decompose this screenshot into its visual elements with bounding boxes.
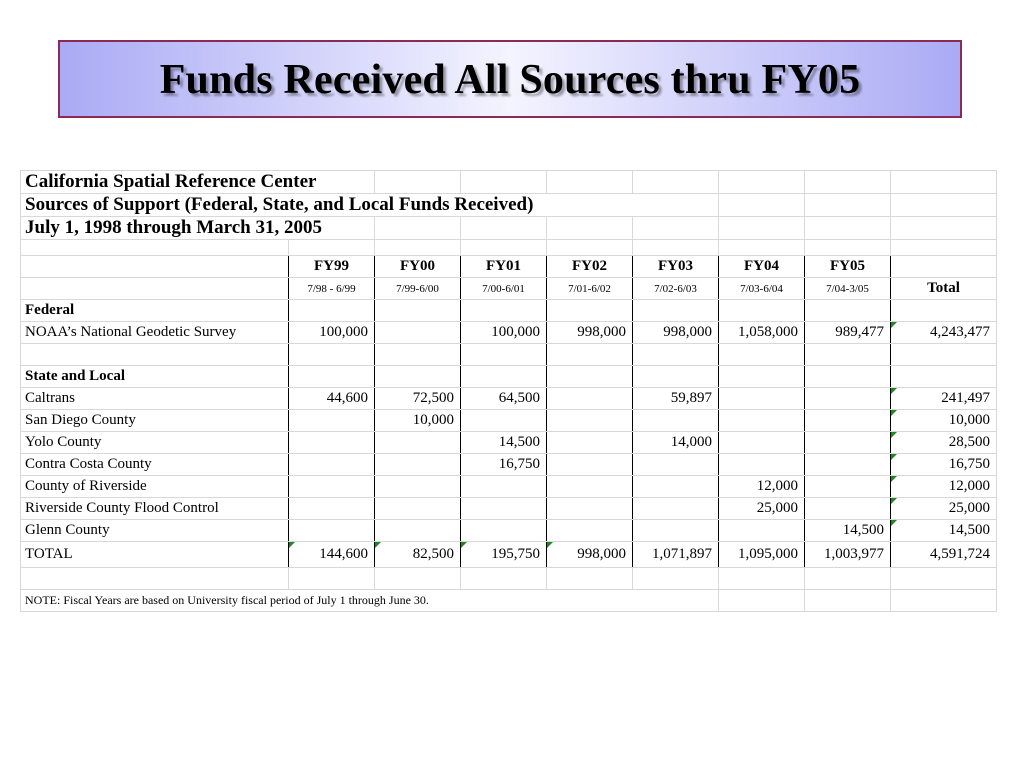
cell-total: 28,500 [891,432,997,454]
row-label: San Diego County [21,410,289,432]
section-label-state-local: State and Local [21,366,289,388]
table-row [21,454,997,476]
cell-value [547,432,633,454]
table-row [21,388,997,410]
cell-value [805,432,891,454]
col-range-fy00: 7/99-6/00 [375,278,461,300]
cell-value [547,520,633,542]
col-header-fy00: FY00 [375,256,461,278]
header-row-1 [21,171,997,194]
totals-row [21,542,997,568]
row-label: Caltrans [21,388,289,410]
totals-label: TOTAL [21,542,289,568]
cell-value [633,520,719,542]
cell-value [805,498,891,520]
cell-value: 998,000 [547,322,633,344]
col-header-fy05: FY05 [805,256,891,278]
cell-value [805,410,891,432]
cell-total-fy02: 998,000 [547,542,633,568]
slide-title-banner [58,40,962,118]
funds-table [20,170,997,612]
cell-value [547,476,633,498]
cell-value [719,388,805,410]
cell-value: 100,000 [461,322,547,344]
col-header-fy01: FY01 [461,256,547,278]
cell-total: 4,243,477 [891,322,997,344]
cell-value: 12,000 [719,476,805,498]
cell-value [289,454,375,476]
spreadsheet [20,170,997,612]
cell-total-fy00: 82,500 [375,542,461,568]
row-label: NOAA’s National Geodetic Survey [21,322,289,344]
cell-total: 16,750 [891,454,997,476]
cell-value [547,410,633,432]
cell-value: 14,500 [805,520,891,542]
sheet-subtitle: Sources of Support (Federal, State, and Local Funds Received) [21,194,719,217]
cell-value: 1,058,000 [719,322,805,344]
section-label-federal: Federal [21,300,289,322]
cell-value [719,454,805,476]
cell-total: 10,000 [891,410,997,432]
row-label: Riverside County Flood Control [21,498,289,520]
cell-value [633,410,719,432]
cell-value [719,432,805,454]
header-row-3 [21,217,997,240]
cell-value [547,388,633,410]
cell-value: 59,897 [633,388,719,410]
cell-total-fy03: 1,071,897 [633,542,719,568]
cell-value: 44,600 [289,388,375,410]
table-row [21,498,997,520]
header-row-2 [21,194,997,217]
range-header-row [21,278,997,300]
slide-title: Funds Received All Sources thru FY05 [159,57,861,103]
note-row [21,590,997,612]
cell-value [375,476,461,498]
col-range-fy01: 7/00-6/01 [461,278,547,300]
cell-value [805,454,891,476]
cell-value [289,498,375,520]
table-row [21,520,997,542]
cell-value [461,476,547,498]
cell-value: 64,500 [461,388,547,410]
blank-row [21,344,997,366]
col-header-fy02: FY02 [547,256,633,278]
col-range-fy02: 7/01-6/02 [547,278,633,300]
cell-value: 998,000 [633,322,719,344]
cell-value [461,520,547,542]
col-range-fy99: 7/98 - 6/99 [289,278,375,300]
row-label: County of Riverside [21,476,289,498]
cell-value [547,498,633,520]
col-header-fy03: FY03 [633,256,719,278]
table-row [21,432,997,454]
col-header-fy99: FY99 [289,256,375,278]
cell-value [289,520,375,542]
cell-value [805,388,891,410]
cell-value [461,498,547,520]
section-row-federal [21,300,997,322]
row-label: Yolo County [21,432,289,454]
cell-value [375,520,461,542]
cell-value [375,498,461,520]
cell-value: 25,000 [719,498,805,520]
cell-total: 14,500 [891,520,997,542]
cell-value: 16,750 [461,454,547,476]
cell-value [289,476,375,498]
cell-total: 241,497 [891,388,997,410]
table-row [21,322,997,344]
cell-value: 72,500 [375,388,461,410]
row-label: Contra Costa County [21,454,289,476]
fy-header-row [21,256,997,278]
table-row [21,410,997,432]
cell-value: 100,000 [289,322,375,344]
cell-value [375,432,461,454]
col-range-fy04: 7/03-6/04 [719,278,805,300]
cell-value [719,410,805,432]
sheet-date-range: July 1, 1998 through March 31, 2005 [21,217,375,240]
cell-total-fy05: 1,003,977 [805,542,891,568]
footnote: NOTE: Fiscal Years are based on University fiscal period of July 1 through June 30. [21,590,719,612]
blank-row [21,568,997,590]
cell-value [633,476,719,498]
col-range-fy03: 7/02-6/03 [633,278,719,300]
cell-total-fy04: 1,095,000 [719,542,805,568]
cell-total-fy99: 144,600 [289,542,375,568]
row-label: Glenn County [21,520,289,542]
sheet-title: California Spatial Reference Center [21,171,375,194]
col-header-total: Total [891,278,997,300]
cell-value [633,454,719,476]
cell-total: 25,000 [891,498,997,520]
cell-value: 14,000 [633,432,719,454]
cell-total: 12,000 [891,476,997,498]
cell-value [375,322,461,344]
cell-value [289,410,375,432]
cell-value [547,454,633,476]
cell-value [461,410,547,432]
section-row-state-local [21,366,997,388]
cell-value [805,476,891,498]
cell-grand-total: 4,591,724 [891,542,997,568]
cell-value [719,520,805,542]
cell-value: 989,477 [805,322,891,344]
cell-value: 10,000 [375,410,461,432]
cell-value [375,454,461,476]
cell-value: 14,500 [461,432,547,454]
cell-value [633,498,719,520]
col-header-fy04: FY04 [719,256,805,278]
cell-value [289,432,375,454]
table-row [21,476,997,498]
cell-total-fy01: 195,750 [461,542,547,568]
col-range-fy05: 7/04-3/05 [805,278,891,300]
